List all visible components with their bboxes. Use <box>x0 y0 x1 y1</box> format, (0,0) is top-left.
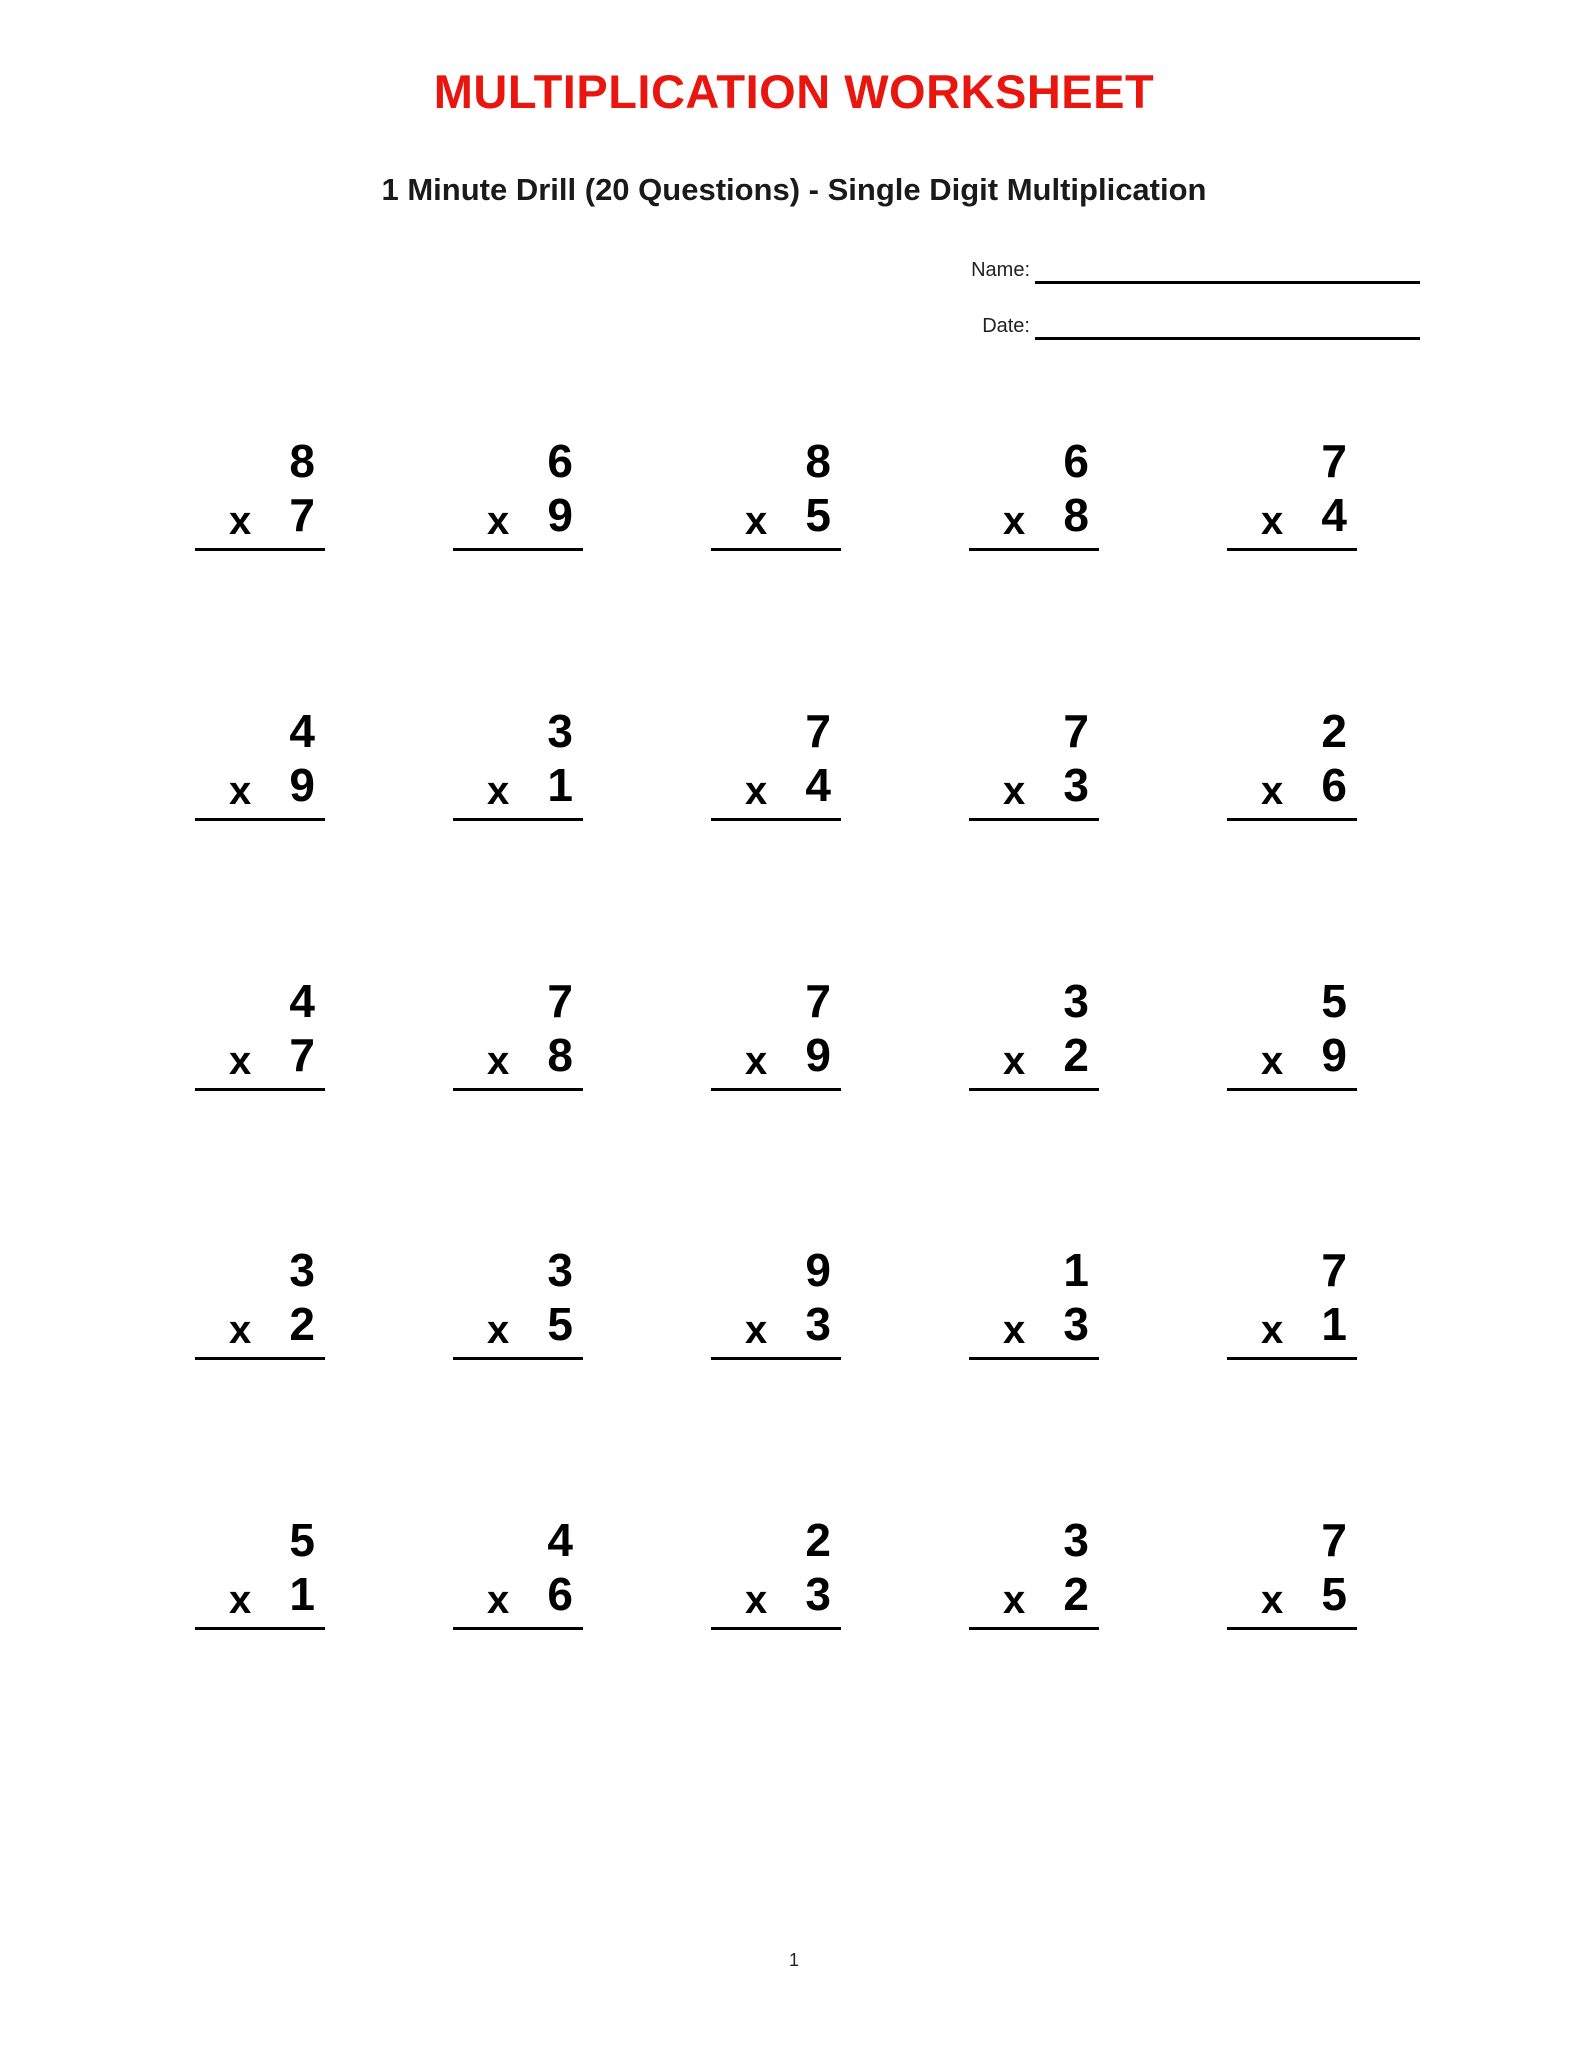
answer-line[interactable] <box>453 1088 583 1091</box>
problem-operator: x <box>229 1039 252 1083</box>
problem-operator: x <box>229 1308 252 1352</box>
problem <box>1227 434 1357 554</box>
problem-bottom-number: 1 <box>289 1568 315 1620</box>
answer-line[interactable] <box>711 818 841 821</box>
worksheet-title: MULTIPLICATION WORKSHEET <box>433 65 1155 118</box>
problem-bottom-number: 6 <box>547 1568 573 1620</box>
problem <box>453 1243 583 1363</box>
problem-top-number: 7 <box>1321 435 1347 487</box>
problem <box>453 704 583 824</box>
answer-line[interactable] <box>1227 1627 1357 1630</box>
problem-top-number: 2 <box>805 1514 831 1566</box>
answer-line[interactable] <box>195 1627 325 1630</box>
problem-top-number: 7 <box>805 705 831 757</box>
problem-operator: x <box>1003 1039 1026 1083</box>
problem-operator: x <box>1003 769 1026 813</box>
problem <box>969 434 1099 554</box>
problem-top-number: 6 <box>1063 435 1089 487</box>
answer-line[interactable] <box>1227 548 1357 551</box>
problem <box>195 974 325 1094</box>
problem-top-number: 1 <box>1063 1244 1089 1296</box>
problem <box>711 434 841 554</box>
problem-bottom-number: 6 <box>1321 759 1347 811</box>
problem <box>453 974 583 1094</box>
answer-line[interactable] <box>195 548 325 551</box>
problem-operator: x <box>487 1308 510 1352</box>
problem-operator: x <box>745 499 768 543</box>
problem <box>969 974 1099 1094</box>
problem <box>969 1513 1099 1633</box>
date-line[interactable] <box>1035 337 1420 340</box>
problem-operator: x <box>745 769 768 813</box>
problem-bottom-number: 7 <box>289 489 315 541</box>
problem-bottom-number: 3 <box>805 1298 831 1350</box>
problem <box>1227 704 1357 824</box>
answer-line[interactable] <box>1227 818 1357 821</box>
answer-line[interactable] <box>969 1627 1099 1630</box>
problem-bottom-number: 3 <box>1063 1298 1089 1350</box>
problem-operator: x <box>1261 499 1284 543</box>
problem <box>969 1243 1099 1363</box>
problem-operator: x <box>1261 1578 1284 1622</box>
problem-operator: x <box>229 1578 252 1622</box>
answer-line[interactable] <box>195 1088 325 1091</box>
problem <box>453 434 583 554</box>
problem <box>1227 1513 1357 1633</box>
problem-bottom-number: 9 <box>805 1029 831 1081</box>
answer-line[interactable] <box>1227 1357 1357 1360</box>
answer-line[interactable] <box>453 1357 583 1360</box>
problem-operator: x <box>487 1578 510 1622</box>
problem-bottom-number: 9 <box>289 759 315 811</box>
problem-top-number: 2 <box>1321 705 1347 757</box>
problem-top-number: 3 <box>547 1244 573 1296</box>
answer-line[interactable] <box>711 1627 841 1630</box>
page-number: 1 <box>788 1950 799 1970</box>
answer-line[interactable] <box>969 548 1099 551</box>
problem-bottom-number: 5 <box>805 489 831 541</box>
answer-line[interactable] <box>711 1357 841 1360</box>
problem <box>711 974 841 1094</box>
problem-operator: x <box>487 499 510 543</box>
problem-top-number: 8 <box>805 435 831 487</box>
problem-bottom-number: 8 <box>547 1029 573 1081</box>
problem <box>711 704 841 824</box>
problem-bottom-number: 8 <box>1063 489 1089 541</box>
problem-bottom-number: 2 <box>1063 1568 1089 1620</box>
problem-operator: x <box>745 1039 768 1083</box>
problem-top-number: 3 <box>1063 975 1089 1027</box>
problem-bottom-number: 4 <box>1321 489 1347 541</box>
problem-bottom-number: 5 <box>1321 1568 1347 1620</box>
problem <box>195 1243 325 1363</box>
problem-top-number: 6 <box>547 435 573 487</box>
problem-top-number: 5 <box>289 1514 315 1566</box>
answer-line[interactable] <box>969 1088 1099 1091</box>
problem-top-number: 5 <box>1321 975 1347 1027</box>
problem-top-number: 3 <box>289 1244 315 1296</box>
problem-top-number: 7 <box>1321 1514 1347 1566</box>
problem-bottom-number: 3 <box>1063 759 1089 811</box>
problem-operator: x <box>1003 1308 1026 1352</box>
answer-line[interactable] <box>711 548 841 551</box>
problem-top-number: 9 <box>805 1244 831 1296</box>
problem <box>195 704 325 824</box>
problem <box>711 1513 841 1633</box>
problem-operator: x <box>1261 769 1284 813</box>
problem-operator: x <box>229 769 252 813</box>
problem-bottom-number: 9 <box>547 489 573 541</box>
problem-bottom-number: 7 <box>289 1029 315 1081</box>
problem <box>195 1513 325 1633</box>
problem-top-number: 4 <box>289 975 315 1027</box>
date-field-row <box>900 304 1420 340</box>
answer-line[interactable] <box>453 548 583 551</box>
problem-top-number: 7 <box>1063 705 1089 757</box>
problem-bottom-number: 2 <box>289 1298 315 1350</box>
problem-operator: x <box>1261 1039 1284 1083</box>
answer-line[interactable] <box>453 818 583 821</box>
answer-line[interactable] <box>969 818 1099 821</box>
problem <box>711 1243 841 1363</box>
problem-operator: x <box>1003 1578 1026 1622</box>
problem-top-number: 3 <box>1063 1514 1089 1566</box>
problem-operator: x <box>1003 499 1026 543</box>
problem <box>1227 974 1357 1094</box>
problem-bottom-number: 2 <box>1063 1029 1089 1081</box>
problem-top-number: 4 <box>547 1514 573 1566</box>
name-label: Name: <box>971 259 1030 281</box>
name-field-row <box>900 248 1420 284</box>
problem-bottom-number: 5 <box>547 1298 573 1350</box>
problem-bottom-number: 4 <box>805 759 831 811</box>
problem-bottom-number: 1 <box>547 759 573 811</box>
answer-line[interactable] <box>969 1357 1099 1360</box>
answer-line[interactable] <box>711 1088 841 1091</box>
problem-top-number: 4 <box>289 705 315 757</box>
problem-top-number: 3 <box>547 705 573 757</box>
answer-line[interactable] <box>453 1627 583 1630</box>
answer-line[interactable] <box>195 818 325 821</box>
problem-bottom-number: 9 <box>1321 1029 1347 1081</box>
worksheet-subtitle: 1 Minute Drill (20 Questions) - Single Digit Multiplication <box>381 172 1207 207</box>
problem-bottom-number: 1 <box>1321 1298 1347 1350</box>
problem-operator: x <box>229 499 252 543</box>
problem-operator: x <box>745 1308 768 1352</box>
problem-operator: x <box>487 769 510 813</box>
problem-top-number: 8 <box>289 435 315 487</box>
answer-line[interactable] <box>1227 1088 1357 1091</box>
problem-bottom-number: 3 <box>805 1568 831 1620</box>
problem <box>1227 1243 1357 1363</box>
answer-line[interactable] <box>195 1357 325 1360</box>
problem-top-number: 7 <box>1321 1244 1347 1296</box>
problem-top-number: 7 <box>805 975 831 1027</box>
problem <box>969 704 1099 824</box>
problem-operator: x <box>1261 1308 1284 1352</box>
name-line[interactable] <box>1035 281 1420 284</box>
problem-top-number: 7 <box>547 975 573 1027</box>
problem <box>195 434 325 554</box>
date-label: Date: <box>982 315 1030 337</box>
problem <box>453 1513 583 1633</box>
problem-operator: x <box>487 1039 510 1083</box>
problem-operator: x <box>745 1578 768 1622</box>
